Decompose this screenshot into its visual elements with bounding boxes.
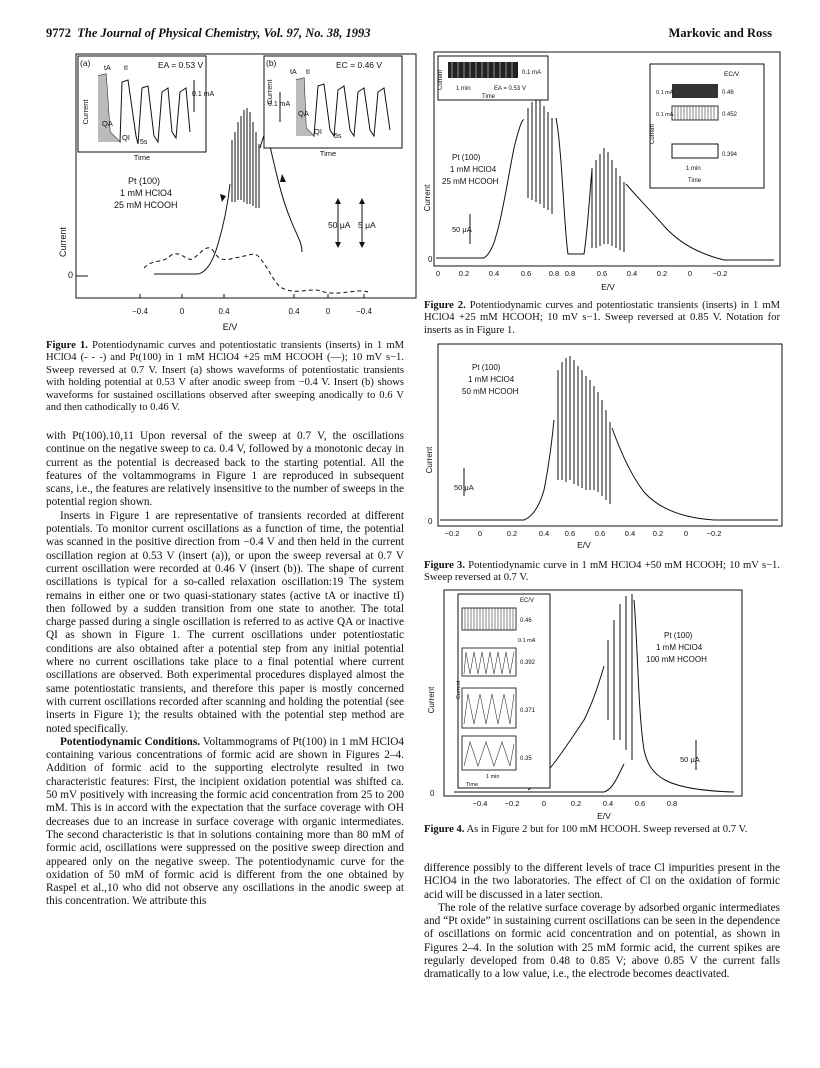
figure-3-xlabel: E/V [577,540,591,550]
figure-1-legend [114,176,178,210]
figure-1-caption-text: Potentiodynamic curves and potentiostatic transients (inserts) in 1 mM HClO4 (- - -) and Pt(100) in 1 mM HClO4 +25 mM HCOOH (—); 10 mV s−1. Sweep reversed at 0.7 V. Insert (a) shows waveforms of potentiostatic transients with holding potential at 0.53 V after anodic sweep from −0.4 V. Insert (b) shows waveforms for sustained oscillations observed after sweeping anodically to 0.6 V and then cathodically to 0.46 V. [46,340,404,414]
legend-line: Pt (100) [452,153,481,162]
insert-xlabel: Time [688,178,702,184]
figure-3-xtick: 0.6 [594,529,606,538]
figure-4-xlabel: E/V [597,811,611,821]
figure-3-xtick: 0.6 [564,529,576,538]
figure-4-xticks [473,799,678,808]
insert-ylabel: Current [456,680,462,700]
figure-2-xtick: 0 [687,269,693,278]
figure-3-legend [462,363,519,396]
right-column [424,862,780,982]
figure-1-ylabel: Current [58,226,68,258]
figure-3-scale [454,468,474,496]
figure-4-caption-text: As in Figure 2 but for 100 mM HCOOH. Sweep reversed at 0.7 V. [466,824,748,835]
figure-1-caption [46,340,404,414]
figure-1-scale-bars [328,198,376,248]
insert-scale: 0.1 mA [656,112,674,118]
insert-level: 0.46 [520,618,532,624]
insert-a-ylabel: Current [81,99,90,125]
insert-b-QA: QA [298,109,309,118]
figure-3-xtick: 0.4 [538,529,550,538]
insert-b-tI: tI [306,69,310,76]
insert-a-QI: QI [122,133,130,142]
figure-2-scale [452,214,472,244]
section-text: Voltammograms of Pt(100) in 1 mM HClO4 containing various concentrations of formic acid are shown in Figures 2–4. Addition of formic acid to the supporting electrolyte resulted in two characteristic features: First, the incipient oxidation potential was shifted ca. 50 mV positively with increasing the formic acid concentration from 25 to 200 mM. This is in accord with the expectation that the surface coverage with OH decreases due to an increase in surface coverage with organic intermediates. The second characteristic is that in solutions containing more than 80 mM of formic acid, oscillations were suppressed on the positive sweep direction and appeared only on the negative sweep. The potentiodynamic curve for the oxidation of 50 mM of formic acid is different from the one obtained by Raspel et al.,10 who did not observe any oscillations in the anodic sweep at this concentration. We attribute this [46,735,404,908]
figure-2-xtick: 0.6 [520,269,532,278]
figure-1-xtick: −0.4 [356,307,372,316]
figure-2-oscillations [528,98,624,252]
legend-line: Pt (100) [664,631,693,640]
journal-title: The Journal of Physical Chemistry, Vol. 97, No. 38, 1993 [77,26,371,40]
paragraph: Inserts in Figure 1 are representative of transients recorded at different potentials. To monitor current oscillations as a function of time, the potential was scanned in the positive direction from −0.4 V and then held in the current oscillation region at 0.53 V (insert (a)), or upon the sweep reversal at 0.7 V current oscillation were recorded at 0.46 V (insert (b)). The shape of current oscillations is typical for a so-called relaxation oscillation:19 The system remains in either one or two quasi-stationary states (active tA or inactive tI) then followed by a sudden transition from one state to another. The total charge passed during a single oscillation is referred to as active QA or inactive QI as shown in Figure 1. The current oscillations under potentiostatic conditions are also obtained after a potential step from any initial potential where no current oscillations take place to a final potential where current oscillations are observed. Both experimental procedures displayed almost the same potentiostatic transients, and therefore this paper is mostly concerned with current oscillations recorded after scanning and holding the potential (see inserts in Figure 1); the results obtained with the potential step method are noted specifically. [46,509,404,735]
insert-ylabel: Current [650,123,656,145]
figure-4-xtick: −0.2 [504,799,520,808]
figure-2-insert-left [438,56,548,100]
insert-xlabel: Time [466,782,479,788]
figure-3-oscillations [558,356,610,504]
insert-b-ylabel: Current [265,79,274,105]
insert-title: EC/V [520,598,535,604]
figure-4-xtick: 0.6 [634,799,646,808]
figure-2-xtick: 0.8 [564,269,576,278]
figure-3-xtick: −0.2 [706,529,722,538]
figure-2-xtick: −0.2 [712,269,728,278]
insert-level: 0.35 [520,756,532,762]
figure-4-caption-label: Figure 4. [424,824,465,835]
figure-1-xtick: 0.4 [288,307,300,316]
figure-2 [424,48,786,294]
legend-line: 1 mM HClO4 [450,165,497,174]
insert-a-xlabel: Time [133,153,151,162]
figure-3-xtick: 0 [477,529,483,538]
figure-3-caption [424,560,780,585]
figure-2-xlabel: E/V [601,282,615,292]
legend-line: 1 mM HClO4 [120,188,173,198]
figure-4-xtick: 0.2 [570,799,582,808]
paragraph: The role of the relative surface coverage by adsorbed organic intermediates and “Pt oxide” in sustaining current oscillations can be seen in the dependence of oscillations on formic acid concentration and on potential, as shown in Figures 2–4. In the solution with 25 mM formic acid, the current spikes are regularly developed from 0.48 to 0.85 V; above 0.85 V the current falls dramatically to a low value, i.e., the electrode becomes deactivated. [424,901,780,981]
figure-3-caption-text: Potentiodynamic curve in 1 mM HClO4 +50 mM HCOOH; 10 mV s−1. Sweep reversed at 0.7 V. [424,560,780,584]
figure-2-xtick: 0.6 [596,269,608,278]
figure-3-xticks [445,529,722,538]
figure-2-xtick: 0 [435,269,441,278]
legend-line: Pt (100) [128,176,161,186]
figure-2-xticks [436,269,727,278]
figure-4-zero: 0 [430,789,435,798]
figure-2-legend [442,153,499,186]
figure-4-scale [680,740,700,770]
insert-time-bar: 1 min [486,774,500,780]
figure-2-insert-right [650,64,764,188]
figure-1-xtick: 0 [325,307,331,316]
insert-a-potential: EA = 0.53 V [158,60,204,70]
insert-b-QI: QI [314,127,322,136]
figure-3-xtick: 0 [683,529,689,538]
section-heading: Potentiodynamic Conditions. [60,735,201,748]
insert-b-scale: 0.1 mA [268,101,291,108]
insert-time-bar: 1 min [456,86,471,92]
figure-2-xtick: 0.2 [458,269,470,278]
insert-b-label: (b) [266,58,277,68]
insert-a-tI: tI [124,65,128,72]
figure-2-caption [424,300,780,337]
figure-2-caption-text: Potentiodynamic curves and potentiostatic transients (inserts) in 1 mM HClO4 +25 mM HCOOH; 10 mV s−1. Sweep reversed at 0.85 V. Notation for inserts as in Figure 1. [424,300,780,336]
figure-4-ylabel: Current [427,686,436,714]
figure-1-xtick: 0 [179,307,185,316]
insert-scale: 0.1 mA [656,90,674,96]
figure-4-xtick: 0.4 [602,799,614,808]
page-number: 9772 [46,26,71,40]
scale-label: 5 μA [358,220,376,230]
figure-1-zero: 0 [68,270,74,280]
figure-1-insert-b [264,56,402,158]
insert-level: 0.392 [520,660,536,666]
figure-1-oscillations [232,108,259,208]
insert-a-period: 5s [140,139,148,146]
insert-level: 0.371 [520,708,536,714]
insert-ylabel: Current [438,69,444,91]
figure-3-xtick: −0.2 [444,529,460,538]
insert-scale: 0.1 mA [522,70,542,76]
figure-4-insert [456,594,550,788]
insert-b-potential: EC = 0.46 V [336,60,383,70]
figure-1-xlabel: E/V [222,322,238,332]
figure-1-dashed-curve [144,248,368,293]
figure-1-caption-label: Figure 1. [46,340,88,351]
figure-1-insert-a [78,56,215,162]
legend-line: 50 mM HCOOH [462,387,519,396]
figure-1 [58,52,420,334]
figure-4 [424,590,786,822]
legend-line: 1 mM HClO4 [468,375,515,384]
legend-line: 1 mM HClO4 [656,643,703,652]
legend-line: 25 mM HCOOH [442,177,499,186]
figure-3-ylabel: Current [425,446,434,474]
figure-3 [424,340,786,554]
insert-level: 0.46 [722,90,734,96]
scale-label: 50 μA [454,483,474,492]
figure-2-xtick: 0.2 [656,269,668,278]
insert-a-QA: QA [102,119,113,128]
legend-line: 100 mM HCOOH [646,655,707,664]
legend-line: Pt (100) [472,363,501,372]
insert-a-tA: tA [104,65,111,72]
insert-xlabel: Time [482,94,496,100]
figure-1-xtick: −0.4 [132,307,148,316]
insert-scale: 0.1 mA [518,638,536,644]
legend-line: 25 mM HCOOH [114,200,178,210]
figure-4-caption [424,824,780,836]
insert-level: 0.394 [722,152,738,158]
running-header-left [46,26,371,41]
insert-b-tA: tA [290,69,297,76]
figure-2-xtick: 0.4 [488,269,500,278]
figure-3-xtick: 0.2 [652,529,664,538]
running-header-authors: Markovic and Ross [668,26,772,40]
figure-4-xtick: 0 [541,799,547,808]
paragraph: difference possibly to the different levels of trace Cl impurities present in the HClO4 in the two laboratories. The effect of Cl on the oxidation of formic acid will be discussed in a later section. [424,862,780,901]
figure-2-xtick: 0.4 [626,269,638,278]
figure-2-ylabel: Current [423,184,432,212]
insert-b-xlabel: Time [319,149,337,158]
figure-3-zero: 0 [428,517,433,526]
figure-3-xtick: 0.4 [624,529,636,538]
figure-1-xticks [132,307,372,316]
insert-time-bar: 1 min [686,166,701,172]
paragraph: with Pt(100).10,11 Upon reversal of the sweep at 0.7 V, the oscillations continue on the negative sweep to ca. 0.4 V, followed by a monotonic decay in current as the potential is decreased back to the starting potential. All the features of the voltammograms in Figure 1 are reproduced in subsequent scans, i.e., the features are relatively insensitive to the number of sweeps in the potential region shown. [46,430,404,509]
figure-2-zero: 0 [428,255,433,264]
paragraph [46,736,404,909]
figure-4-oscillations [608,594,632,760]
insert-a-label: (a) [80,58,91,68]
scale-label: 50 μA [452,225,472,234]
figure-2-xtick: 0.8 [548,269,560,278]
scale-label: 50 μA [328,220,351,230]
figure-4-xtick: −0.4 [472,799,488,808]
left-column [46,430,404,909]
insert-b-period: 5s [334,133,342,140]
figure-4-legend [646,631,707,664]
figure-4-xtick: 0.8 [666,799,678,808]
scale-label: 50 μA [680,755,700,764]
figure-1-xtick: 0.4 [218,307,230,316]
figure-3-xtick: 0.2 [506,529,518,538]
insert-a-scale: 0.1 mA [192,91,215,98]
insert-potential: EA = 0.53 V [494,86,526,92]
insert-level: 0.452 [722,112,738,118]
insert-title: EC/V [724,71,740,78]
figure-2-caption-label: Figure 2. [424,300,466,311]
figure-3-caption-label: Figure 3. [424,560,465,571]
